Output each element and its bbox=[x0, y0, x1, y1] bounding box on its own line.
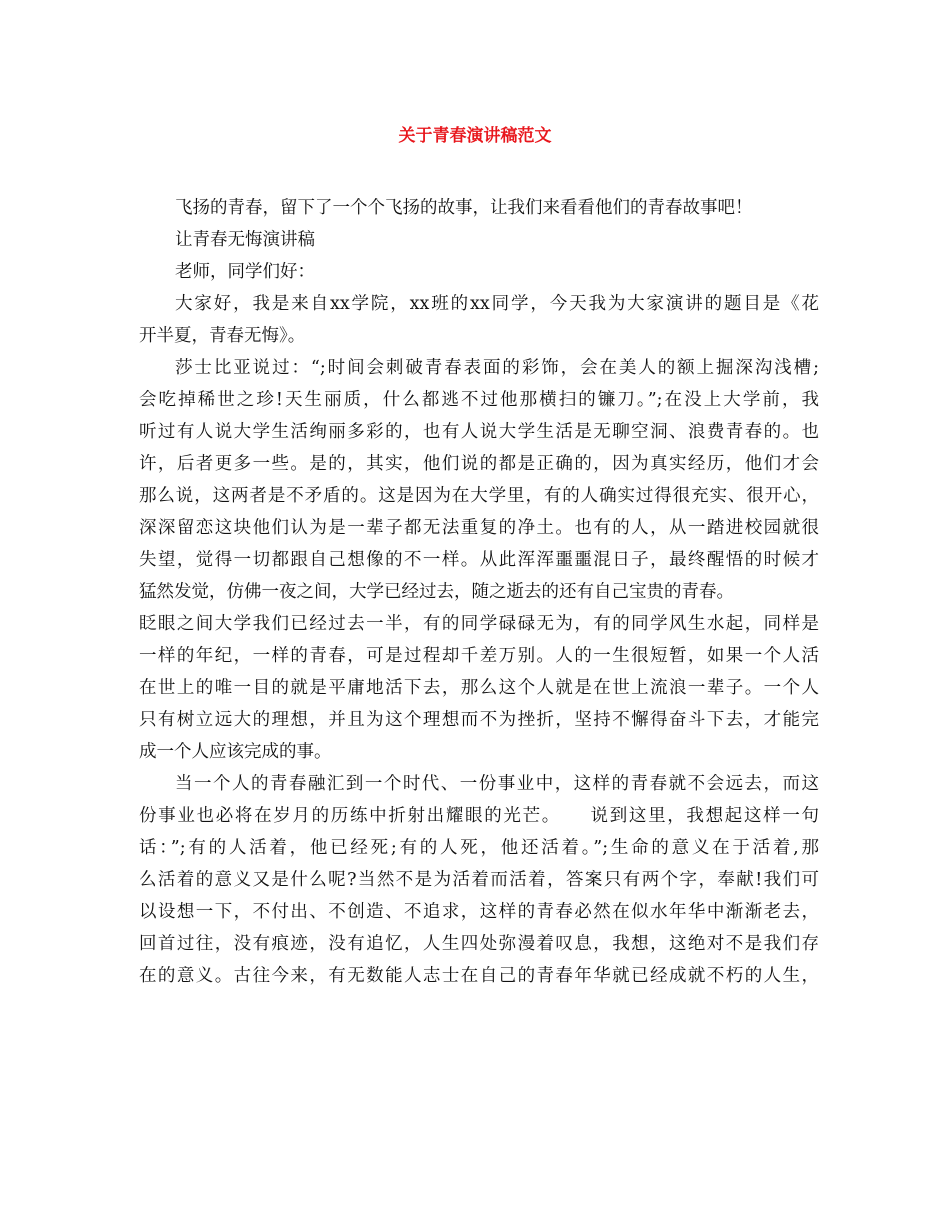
text-line: 会吃掉稀世之珍!天生丽质，什么都逃不过他那横扫的镰刀。”;在没上大学前，我 bbox=[139, 390, 819, 410]
text-line: 份事业也必将在岁月的历练中折射出耀眼的光芒。 说到这里，我想起这样一句 bbox=[139, 806, 819, 826]
text-line: 许，后者更多一些。是的，其实，他们说的都是正确的，因为真实经历，他们才会 bbox=[139, 454, 819, 474]
text-line: 开半夏，青春无悔》。 bbox=[139, 326, 306, 346]
text-line: 么活着的意义又是什么呢?当然不是为活着而活着，答案只有两个字，奉献!我们可 bbox=[139, 870, 819, 890]
text-line: 那么说，这两者是不矛盾的。这是因为在大学里，有的人确实过得很充实、很开心， bbox=[139, 486, 819, 506]
text-line: 猛然发觉，仿佛一夜之间，大学已经过去，随之逝去的还有自己宝贵的青春。 bbox=[139, 582, 734, 602]
text-line: 只有树立远大的理想，并且为这个理想而不为挫折，坚持不懈得奋斗下去，才能完 bbox=[139, 710, 819, 730]
text-line: 在世上的唯一目的就是平庸地活下去，那么这个人就是在世上流浪一辈子。一个人 bbox=[139, 678, 819, 698]
text-line: 飞扬的青春，留下了一个个飞扬的故事，让我们来看看他们的青春故事吧！ bbox=[175, 198, 753, 218]
text-line: 当一个人的青春融汇到一个时代、一份事业中，这样的青春就不会远去，而这 bbox=[175, 774, 819, 794]
document-body bbox=[139, 192, 819, 992]
text-line: 让青春无悔演讲稿 bbox=[175, 230, 315, 250]
text-line: 在的意义。古往今来，有无数能人志士在自己的青春年华就已经成就不朽的人生， bbox=[139, 966, 819, 986]
text-line: 回首过往，没有痕迹，没有追忆，人生四处弥漫着叹息，我想，这绝对不是我们存 bbox=[139, 934, 819, 954]
text-line: 莎士比亚说过：“;时间会刺破青春表面的彩饰，会在美人的额上掘深沟浅槽; bbox=[175, 358, 819, 378]
text-line: 话：”;有的人活着，他已经死;有的人死，他还活着。”;生命的意义在于活着,那 bbox=[139, 838, 819, 858]
text-line: 以设想一下，不付出、不创造、不追求，这样的青春必然在似水年华中渐渐老去， bbox=[139, 902, 819, 922]
text-line: 听过有人说大学生活绚丽多彩的，也有人说大学生活是无聊空洞、浪费青春的。也 bbox=[139, 422, 819, 442]
text-line: 眨眼之间大学我们已经过去一半，有的同学碌碌无为，有的同学风生水起，同样是 bbox=[139, 614, 819, 634]
text-line: 老师，同学们好： bbox=[175, 262, 315, 282]
text-line: 深深留恋这块他们认为是一辈子都无法重复的净土。也有的人，从一踏进校园就很 bbox=[139, 518, 819, 538]
text-line: 一样的年纪，一样的青春，可是过程却千差万别。人的一生很短暂，如果一个人活 bbox=[139, 646, 819, 666]
text-line: 大家好，我是来自xx学院，xx班的xx同学，今天我为大家演讲的题目是《花 bbox=[175, 294, 819, 314]
text-line: 失望，觉得一切都跟自己想像的不一样。从此浑浑噩噩混日子，最终醒悟的时候才 bbox=[139, 550, 819, 570]
document-title: 关于青春演讲稿范文 bbox=[398, 126, 552, 146]
text-line: 成一个人应该完成的事。 bbox=[139, 742, 332, 762]
